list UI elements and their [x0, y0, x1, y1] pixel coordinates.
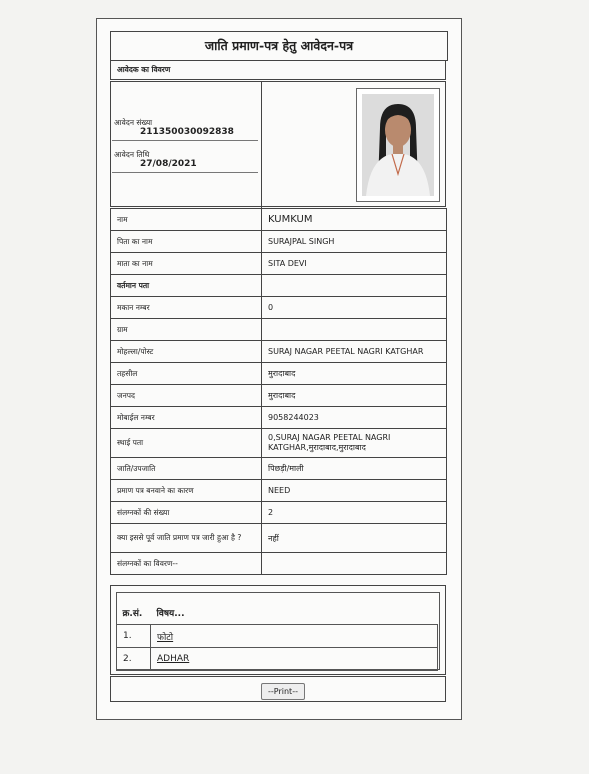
row-label: जनपद [111, 385, 262, 407]
row-value: 2 [262, 502, 447, 524]
attachment-link[interactable]: फोटो [157, 632, 174, 643]
row-value: NEED [262, 480, 447, 502]
table-row [111, 458, 447, 480]
details-table [110, 208, 447, 575]
attachments-header-row [117, 600, 438, 625]
row-value: नहीं [262, 524, 447, 553]
attachment-row [117, 625, 438, 648]
row-label: क्या इससे पूर्व जाति प्रमाण पत्र जारी हुआ है ? [111, 524, 262, 553]
application-date-value: 27/08/2021 [140, 159, 197, 169]
table-row [111, 363, 447, 385]
table-row [111, 231, 447, 253]
row-value [262, 275, 447, 297]
col-subject-header: विषय... [156, 608, 185, 619]
row-label: तहसील [111, 363, 262, 385]
application-number-value: 211350030092838 [140, 127, 234, 137]
row-label: मकान नम्बर [111, 297, 262, 319]
attachment-sno: 2. [117, 648, 151, 671]
row-label: माता का नाम [111, 253, 262, 275]
table-row [111, 429, 447, 458]
attachment-subject-cell [151, 625, 438, 648]
table-row [111, 524, 447, 553]
section-heading: आवेदक का विवरण [110, 60, 446, 80]
col-sno-header: क्र.सं. [122, 608, 143, 619]
row-label: संलग्नकों का विवरण-- [111, 553, 262, 575]
row-value: 0,SURAJ NAGAR PEETAL NAGRI KATGHAR,मुरादाबाद,मुरादाबाद [262, 429, 447, 458]
row-label: मोबाईल नम्बर [111, 407, 262, 429]
table-row [111, 209, 447, 231]
attachment-row [117, 648, 438, 671]
table-row [111, 502, 447, 524]
row-label: नाम [111, 209, 262, 231]
table-row [111, 407, 447, 429]
underline [112, 172, 258, 173]
row-label: स्थाई पता [111, 429, 262, 458]
table-row [111, 253, 447, 275]
table-row [111, 297, 447, 319]
row-label: ग्राम [111, 319, 262, 341]
attachment-sno: 1. [117, 625, 151, 648]
row-value [262, 319, 447, 341]
row-value: SURAJ NAGAR PEETAL NAGRI KATGHAR [262, 341, 447, 363]
row-value: SURAJPAL SINGH [262, 231, 447, 253]
header-divider [261, 82, 262, 208]
attachments-table [116, 600, 438, 671]
row-value: 0 [262, 297, 447, 319]
person-photo-icon [362, 94, 434, 196]
attachment-subject-cell [151, 648, 438, 671]
row-value: 9058244023 [262, 407, 447, 429]
attachment-link[interactable]: ADHAR [157, 654, 190, 664]
table-row [111, 385, 447, 407]
row-label: मोहल्ला/पोस्ट [111, 341, 262, 363]
applicant-photo [362, 94, 434, 196]
row-value: पिछड़ी/माली [262, 458, 447, 480]
page-title: जाति प्रमाण-पत्र हेतु आवेदन-पत्र [110, 31, 448, 61]
print-button[interactable]: --Print-- [261, 683, 305, 700]
row-value: मुरादाबाद [262, 363, 447, 385]
row-value: KUMKUM [262, 209, 447, 231]
row-value: मुरादाबाद [262, 385, 447, 407]
row-value: SITA DEVI [262, 253, 447, 275]
table-row [111, 553, 447, 575]
application-number-label: आवेदन संख्या [114, 118, 153, 127]
table-row [111, 275, 447, 297]
row-label: संलग्नकों की संख्या [111, 502, 262, 524]
row-label: पिता का नाम [111, 231, 262, 253]
application-date-label: आवेदन तिथि [114, 150, 150, 159]
row-label: प्रमाण पत्र बनवाने का कारण [111, 480, 262, 502]
row-label: वर्तमान पता [111, 275, 262, 297]
table-row [111, 341, 447, 363]
table-row [111, 319, 447, 341]
row-label: जाति/उपजाति [111, 458, 262, 480]
applicant-photo-frame [356, 88, 440, 202]
table-row [111, 480, 447, 502]
row-value [262, 553, 447, 575]
underline [112, 140, 258, 141]
